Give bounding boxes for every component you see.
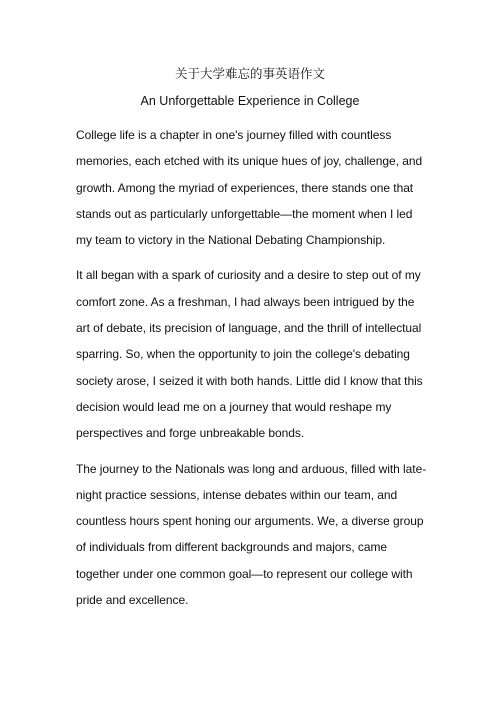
chinese-title: 关于大学难忘的事英语作文 xyxy=(174,66,325,81)
text-line: The journey to the Nationals was long and arduous, filled with late- xyxy=(76,461,427,476)
text-line: sparring. So, when the opportunity to join the college's debating xyxy=(76,347,410,362)
text-line: night practice sessions, intense debates within our team, and xyxy=(76,487,398,502)
text-line: stands out as particularly unforgettable—the moment when I led xyxy=(76,206,413,221)
text-line: growth. Among the myriad of experiences, there stands one that xyxy=(76,180,414,195)
paragraph-3 xyxy=(76,456,428,614)
text-line: decision would lead me on a journey that would reshape my xyxy=(76,399,392,414)
text-line: pride and excellence. xyxy=(76,593,189,608)
text-line: It all began with a spark of curiosity and a desire to step out of my xyxy=(76,268,421,283)
text-line: of individuals from different backgrounds and majors, came xyxy=(76,540,388,555)
text-line: society arose, I seized it with both hands. Little did I know that this xyxy=(76,373,423,388)
text-line: my team to victory in the National Debating Championship. xyxy=(76,233,386,248)
english-title: An Unforgettable Experience in College xyxy=(140,94,360,108)
text-line: together under one common goal—to represent our college with xyxy=(76,566,413,581)
paragraph-1 xyxy=(76,122,428,253)
text-line: art of debate, its precision of language, and the thrill of intellectual xyxy=(76,321,422,336)
essay-body xyxy=(76,122,428,622)
text-line: countless hours spent honing our arguments. We, a diverse group xyxy=(76,514,424,529)
text-line: College life is a chapter in one's journey filled with countless xyxy=(76,128,392,142)
text-line: comfort zone. As a freshman, I had always been intrigued by the xyxy=(76,294,415,309)
text-line: memories, each etched with its unique hues of joy, challenge, and xyxy=(76,154,423,169)
text-line: perspectives and forge unbreakable bonds. xyxy=(76,426,305,441)
paragraph-2 xyxy=(76,262,428,446)
